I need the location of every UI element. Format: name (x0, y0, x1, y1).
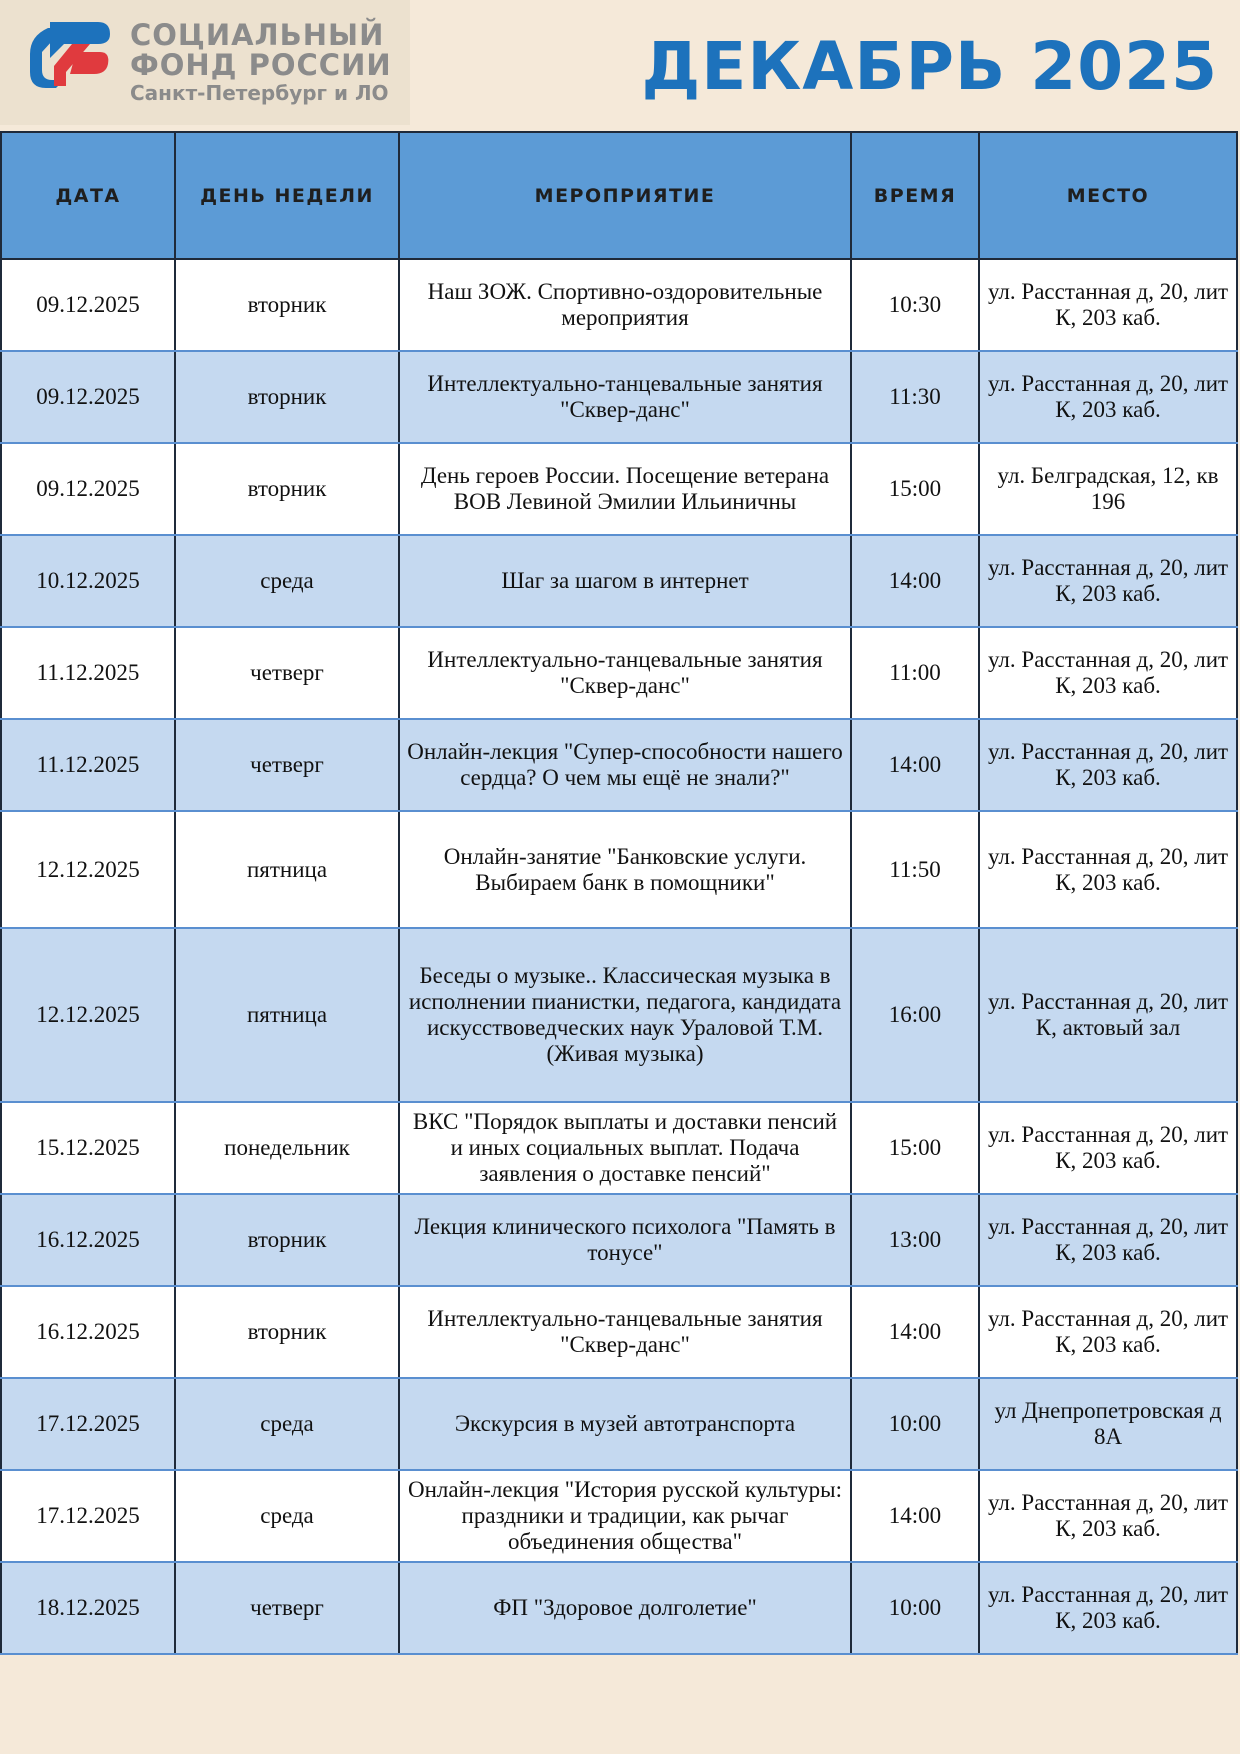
header (0, 0, 1240, 130)
time-cell: 10:00 (851, 1562, 979, 1654)
place-cell: ул. Расстанная д, 20, лит К, 203 каб. (979, 351, 1237, 443)
event-cell: Интеллектуально-танцевальные занятия "Сквер-данс" (399, 627, 851, 719)
weekday-cell: вторник (175, 1194, 399, 1286)
place-cell: ул. Расстанная д, 20, лит К, 203 каб. (979, 1102, 1237, 1194)
date-cell: 09.12.2025 (1, 351, 175, 443)
event-cell: Интеллектуально-танцевальные занятия "Сквер-данс" (399, 351, 851, 443)
time-cell: 13:00 (851, 1194, 979, 1286)
event-cell: Онлайн-занятие "Банковские услуги. Выбираем банк в помощники" (399, 811, 851, 928)
event-cell: Лекция клинического психолога "Память в тонусе" (399, 1194, 851, 1286)
event-cell: Онлайн-лекция "История русской культуры: праздники и традиции, как рычаг объединения общества" (399, 1470, 851, 1562)
date-cell: 15.12.2025 (1, 1102, 175, 1194)
table-row (1, 535, 1237, 627)
table-row (1, 1102, 1237, 1194)
place-cell: ул. Белградская, 12, кв 196 (979, 443, 1237, 535)
time-cell: 10:00 (851, 1378, 979, 1470)
sfr-logo-icon (20, 14, 116, 94)
date-cell: 16.12.2025 (1, 1194, 175, 1286)
weekday-cell: среда (175, 535, 399, 627)
weekday-cell: среда (175, 1378, 399, 1470)
time-cell: 11:50 (851, 811, 979, 928)
weekday-cell: вторник (175, 1286, 399, 1378)
column-header-place: МЕСТО (979, 132, 1237, 259)
time-cell: 14:00 (851, 719, 979, 811)
date-cell: 11.12.2025 (1, 627, 175, 719)
table-row (1, 1378, 1237, 1470)
table-row (1, 443, 1237, 535)
place-cell: ул. Расстанная д, 20, лит К, 203 каб. (979, 627, 1237, 719)
date-cell: 10.12.2025 (1, 535, 175, 627)
date-cell: 12.12.2025 (1, 928, 175, 1102)
column-header-date: ДАТА (1, 132, 175, 259)
weekday-cell: четверг (175, 1562, 399, 1654)
time-cell: 15:00 (851, 443, 979, 535)
weekday-cell: пятница (175, 928, 399, 1102)
place-cell: ул. Расстанная д, 20, лит К, актовый зал (979, 928, 1237, 1102)
time-cell: 14:00 (851, 1286, 979, 1378)
event-cell: Беседы о музыке.. Классическая музыка в исполнении пианистки, педагога, кандидата искусствоведческих наук Ураловой Т.М. (Живая музыка) (399, 928, 851, 1102)
event-cell: Шаг за шагом в интернет (399, 535, 851, 627)
column-header-event: МЕРОПРИЯТИЕ (399, 132, 851, 259)
table-row (1, 351, 1237, 443)
date-cell: 12.12.2025 (1, 811, 175, 928)
place-cell: ул. Расстанная д, 20, лит К, 203 каб. (979, 1286, 1237, 1378)
logo (0, 0, 410, 125)
time-cell: 10:30 (851, 259, 979, 351)
time-cell: 11:30 (851, 351, 979, 443)
place-cell: ул. Расстанная д, 20, лит К, 203 каб. (979, 535, 1237, 627)
date-cell: 17.12.2025 (1, 1470, 175, 1562)
date-cell: 11.12.2025 (1, 719, 175, 811)
column-header-weekday: ДЕНЬ НЕДЕЛИ (175, 132, 399, 259)
event-cell: Интеллектуально-танцевальные занятия "Сквер-данс" (399, 1286, 851, 1378)
weekday-cell: вторник (175, 259, 399, 351)
table-row (1, 1286, 1237, 1378)
logo-line2: ФОНД РОССИИ (130, 48, 392, 82)
table-row (1, 811, 1237, 928)
schedule-body (1, 259, 1237, 1654)
page-title: ДЕКАБРЬ 2025 (641, 28, 1218, 105)
logo-region: Санкт-Петербург и ЛО (130, 81, 389, 105)
place-cell: ул. Расстанная д, 20, лит К, 203 каб. (979, 1562, 1237, 1654)
table-row (1, 928, 1237, 1102)
date-cell: 16.12.2025 (1, 1286, 175, 1378)
event-cell: Экскурсия в музей автотранспорта (399, 1378, 851, 1470)
table-row (1, 1562, 1237, 1654)
logo-line1: СОЦИАЛЬНЫЙ (130, 18, 385, 52)
place-cell: ул. Расстанная д, 20, лит К, 203 каб. (979, 719, 1237, 811)
event-cell: ФП "Здоровое долголетие" (399, 1562, 851, 1654)
event-cell: Онлайн-лекция "Супер-способности нашего сердца? О чем мы ещё не знали?" (399, 719, 851, 811)
weekday-cell: четверг (175, 627, 399, 719)
table-header-row (1, 132, 1237, 259)
time-cell: 14:00 (851, 1470, 979, 1562)
event-cell: Наш ЗОЖ. Спортивно-оздоровительные мероприятия (399, 259, 851, 351)
place-cell: ул. Расстанная д, 20, лит К, 203 каб. (979, 1194, 1237, 1286)
time-cell: 15:00 (851, 1102, 979, 1194)
schedule-table (0, 131, 1238, 1655)
weekday-cell: пятница (175, 811, 399, 928)
weekday-cell: понедельник (175, 1102, 399, 1194)
table-row (1, 259, 1237, 351)
time-cell: 16:00 (851, 928, 979, 1102)
time-cell: 14:00 (851, 535, 979, 627)
weekday-cell: среда (175, 1470, 399, 1562)
table-row (1, 1194, 1237, 1286)
place-cell: ул. Расстанная д, 20, лит К, 203 каб. (979, 259, 1237, 351)
weekday-cell: вторник (175, 443, 399, 535)
time-cell: 11:00 (851, 627, 979, 719)
table-row (1, 627, 1237, 719)
weekday-cell: четверг (175, 719, 399, 811)
column-header-time: ВРЕМЯ (851, 132, 979, 259)
place-cell: ул. Расстанная д, 20, лит К, 203 каб. (979, 811, 1237, 928)
weekday-cell: вторник (175, 351, 399, 443)
event-cell: День героев России. Посещение ветерана ВОВ Левиной Эмилии Ильиничны (399, 443, 851, 535)
event-cell: ВКС "Порядок выплаты и доставки пенсий и иных социальных выплат. Подача заявления о доставке пенсий" (399, 1102, 851, 1194)
place-cell: ул Днепропетровская д 8А (979, 1378, 1237, 1470)
date-cell: 09.12.2025 (1, 443, 175, 535)
date-cell: 09.12.2025 (1, 259, 175, 351)
date-cell: 17.12.2025 (1, 1378, 175, 1470)
table-row (1, 719, 1237, 811)
place-cell: ул. Расстанная д, 20, лит К, 203 каб. (979, 1470, 1237, 1562)
table-row (1, 1470, 1237, 1562)
date-cell: 18.12.2025 (1, 1562, 175, 1654)
